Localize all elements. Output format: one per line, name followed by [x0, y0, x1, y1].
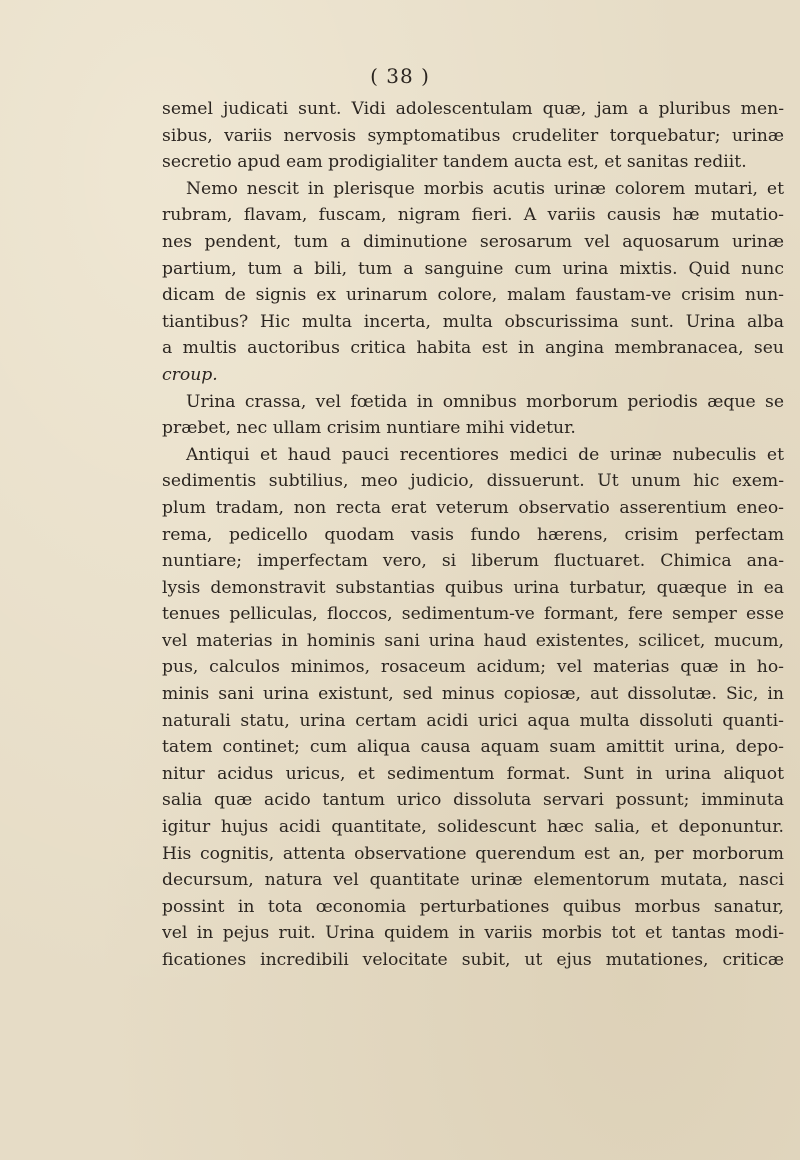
text-line: Antiqui et haud pauci recentiores medici de urinæ nubeculis et [186, 444, 784, 465]
text-line: croup. [162, 364, 218, 385]
text-line: vel in pejus ruit. Urina quidem in variis morbis tot et tantas modi- [162, 923, 784, 944]
body-text [162, 96, 784, 974]
text-line: possint in tota œconomia perturbationes quibus morbus sanatur, [162, 896, 784, 917]
text-line: Urina crassa, vel fœtida in omnibus morborum periodis æque se [186, 391, 784, 412]
text-line: sedimentis subtilius, meo judicio, dissuerunt. Ut unum hic exem- [162, 471, 784, 492]
text-line: tatem continet; cum aliqua causa aquam suam amittit urina, depo- [162, 737, 784, 758]
text-line: nes pendent, tum a diminutione serosarum vel aquosarum urinæ [162, 231, 784, 252]
text-line: semel judicati sunt. Vidi adolescentulam quæ, jam a pluribus men- [162, 99, 784, 119]
text-line: nuntiare; imperfectam vero, si liberum fluctuaret. Chimica ana- [162, 551, 784, 572]
text-line: minis sani urina existunt, sed minus copiosæ, aut dissolutæ. Sic, in [162, 684, 784, 705]
text-line: ficationes incredibili velocitate subit, ut ejus mutationes, criticæ [162, 950, 784, 970]
text-line: secretio apud eam prodigialiter tandem aucta est, et sanitas rediit. [162, 152, 747, 173]
text-line: dicam de signis ex urinarum colore, malam faustam-ve crisim nun- [162, 285, 784, 306]
text-line: His cognitis, attenta observatione querendum est an, per morborum [162, 843, 784, 864]
text-line: rubram, flavam, fuscam, nigram fieri. A variis causis hæ mutatio- [162, 205, 784, 226]
text-line: tenues pelliculas, floccos, sedimentum-ve formant, fere semper esse [162, 604, 784, 625]
text-line: decursum, natura vel quantitate urinæ elementorum mutata, nasci [162, 870, 784, 891]
text-line: nitur acidus uricus, et sedimentum format. Sunt in urina aliquot [162, 763, 784, 784]
text-line: naturali statu, urina certam acidi urici aqua multa dissoluti quanti- [162, 710, 784, 731]
text-line: a multis auctoribus critica habita est in angina membranacea, seu [162, 338, 784, 359]
text-line: præbet, nec ullam crisim nuntiare mihi videtur. [162, 418, 576, 439]
text-line: vel materias in hominis sani urina haud existentes, scilicet, mucum, [162, 630, 784, 651]
text-line: rema, pedicello quodam vasis fundo hærens, crisim perfectam [162, 524, 784, 545]
text-line: plum tradam, non recta erat veterum observatio asserentium eneo- [162, 497, 784, 518]
text-line: Nemo nescit in plerisque morbis acutis urinæ colorem mutari, et [186, 178, 784, 199]
text-line: pus, calculos minimos, rosaceum acidum; vel materias quæ in ho- [162, 657, 784, 678]
text-line: sibus, variis nervosis symptomatibus crudeliter torquebatur; urinæ [162, 125, 784, 146]
text-line: igitur hujus acidi quantitate, solidescunt hæc salia, et deponuntur. [162, 817, 784, 838]
text-line: lysis demonstravit substantias quibus urina turbatur, quæque in ea [162, 577, 784, 598]
page-number: ( 38 ) [370, 64, 430, 88]
text-line: tiantibus? Hic multa incerta, multa obscurissima sunt. Urina alba [162, 311, 784, 332]
text-line: salia quæ acido tantum urico dissoluta servari possunt; imminuta [162, 790, 784, 811]
text-line: partium, tum a bili, tum a sanguine cum urina mixtis. Quid nunc [162, 258, 784, 279]
